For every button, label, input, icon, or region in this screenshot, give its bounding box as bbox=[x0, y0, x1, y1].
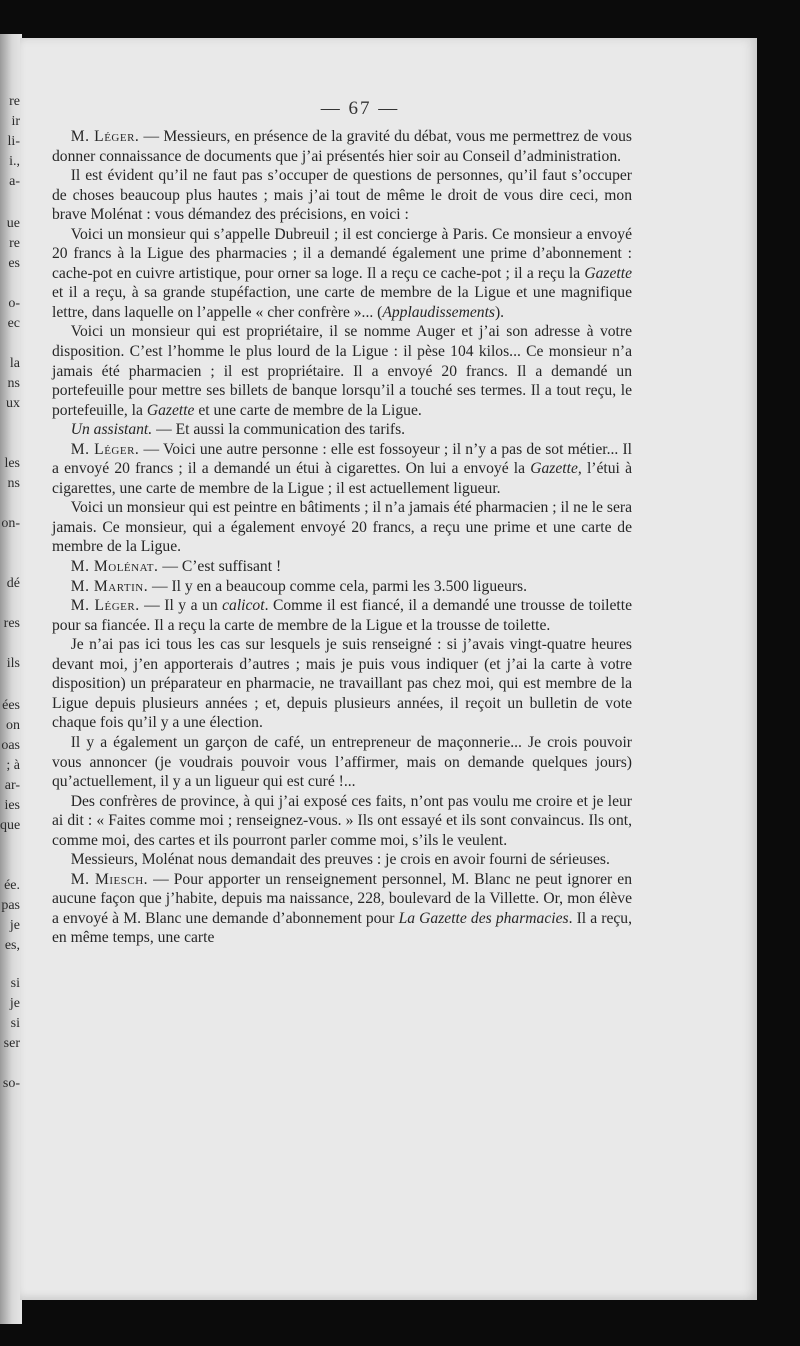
adjacent-page-fragment: li- bbox=[7, 134, 20, 149]
text-segment: ). bbox=[494, 303, 505, 321]
adjacent-page-fragment: la bbox=[9, 356, 20, 371]
text-segment: — C’est suffisant ! bbox=[158, 558, 282, 576]
adjacent-page-fragment: ar- bbox=[4, 778, 20, 793]
text-segment: — Messieurs, en présence de la gravité du débat, vous me permettrez de vous donner connaissance de documents que j’ai présentés hier soir au Conseil d’administration. bbox=[52, 128, 632, 165]
adjacent-page-fragment: i., bbox=[9, 154, 20, 169]
adjacent-page-fragment: ir bbox=[11, 114, 20, 129]
text-segment: Je n’ai pas ici tous les cas sur lesquels je suis renseigné : si j’avais vingt-quatre heures devant moi, j’en apporterais d’autres ; mais je puis vous indiquer (et j’ai la carte à votre disposition) un préparateur en pharmacie, ne travaillant pas chez moi, qui est membre de la Ligue depuis plusieurs années ; et, depuis plusieurs années, il reçoit un bulletin de vote chaque fois qu’il y a une élection. bbox=[52, 636, 632, 732]
adjacent-page-fragment: ; à bbox=[6, 758, 20, 773]
italic-text: Gazette bbox=[584, 264, 632, 282]
adjacent-page-fragment: pas bbox=[1, 898, 20, 913]
italic-text: Gazette bbox=[530, 460, 578, 478]
text-segment: — Voici une autre personne : elle est fossoyeur ; il n’y a pas de sot métier... Il a envoyé 20 francs ; il a demandé un étui à cigarettes. On lui a envoyé la bbox=[52, 440, 633, 478]
paragraph bbox=[52, 635, 632, 733]
adjacent-page-fragment: je bbox=[9, 996, 20, 1011]
text-segment: Il est évident qu’il ne faut pas s’occuper de questions de personnes, qu’il faut s’occuper de choses beaucoup plus hautes ; mais j’ai tout de même le droit de vous dire ceci, mon brave Molénat : vous démandez des précisions, en voici : bbox=[52, 167, 632, 224]
text-segment: et il a reçu, à sa grande stupéfaction, une carte de membre de la Ligue et une magnifique lettre, dans laquelle on l’appelle « cher confrère »... ( bbox=[52, 284, 632, 321]
adjacent-page-fragment: re bbox=[9, 236, 20, 251]
adjacent-page-fragment: ec bbox=[7, 316, 20, 331]
text-segment: . Il a reçu, en même temps, une carte bbox=[52, 909, 632, 947]
adjacent-page-fragment: ux bbox=[6, 396, 20, 411]
paragraph bbox=[52, 440, 632, 499]
text-segment: Voici un monsieur qui est peintre en bâtiments ; il n’a jamais été pharmacien ; il ne le sera jamais. Ce monsieur, qui a également envoyé 20 francs, a reçu une prime et une carte de membre de la Ligue. bbox=[52, 499, 632, 556]
text-segment: — Il y en a beaucoup comme cela, parmi les 3.500 ligueurs. bbox=[148, 577, 527, 595]
text-segment: , l’étui à cigarettes, une carte de membre de la Ligue ; il est actuellement ligueur. bbox=[52, 460, 632, 497]
page-number: — 67 — bbox=[320, 98, 400, 119]
paragraph bbox=[52, 596, 632, 635]
adjacent-page-fragment: so- bbox=[2, 1076, 20, 1091]
adjacent-page-fragment: ées bbox=[2, 698, 20, 713]
adjacent-page-edge bbox=[0, 34, 22, 1324]
italic-text: Gazette bbox=[146, 401, 195, 419]
text-segment: — Pour apporter un renseignement personnel, M. Blanc ne peut ignorer en aucune façon que j’habite, depuis ma naissance, 228, boulevard de la Villette. Or, mon élève a envoyé à M. Blanc une demande d’abonnement pour bbox=[52, 870, 633, 927]
adjacent-page-fragment: es, bbox=[4, 938, 20, 953]
text-segment: Messieurs, Molénat nous demandait des preuves : je crois en avoir fourni de sérieuses. bbox=[70, 851, 610, 869]
adjacent-page-fragment: que bbox=[0, 818, 21, 833]
paragraph bbox=[52, 225, 632, 323]
adjacent-page-fragment: ée. bbox=[4, 878, 20, 893]
paragraph bbox=[52, 792, 632, 851]
paragraph bbox=[52, 498, 632, 557]
adjacent-page-fragment: si bbox=[10, 976, 20, 991]
speaker-name: M. Léger. bbox=[70, 440, 140, 458]
adjacent-page-fragment: on- bbox=[1, 516, 20, 531]
adjacent-page-fragment: ser bbox=[3, 1036, 20, 1051]
italic-text: Un assistant. bbox=[70, 421, 153, 439]
italic-text: calicot bbox=[222, 597, 265, 615]
adjacent-page-fragment: ies bbox=[4, 798, 20, 813]
adjacent-page-fragment: o- bbox=[8, 296, 20, 311]
adjacent-page-fragment: on bbox=[6, 718, 20, 733]
text-segment: Il y a également un garçon de café, un entrepreneur de maçonnerie... Je crois pouvoir vous annoncer (je voudrais pouvoir vous l’affirmer, mais on demande quelques jours) qu’actuellement, il y a un ligueur qui est curé !... bbox=[52, 733, 632, 791]
italic-text: La Gazette des pharmacies bbox=[398, 909, 569, 927]
paragraph bbox=[52, 850, 632, 870]
paragraph bbox=[52, 127, 632, 166]
adjacent-page-fragment: a- bbox=[9, 174, 20, 189]
paragraph bbox=[52, 733, 632, 792]
text-segment: Voici un monsieur qui s’appelle Dubreuil ; il est concierge à Paris. Ce monsieur a envoyé 20 francs à la Ligue des pharmacies ; il a demandé également une prime d’abonnement : cache-pot en cuivre artistique, pour orner sa loge. Il a reçu ce cache-pot ; il a reçu la bbox=[52, 225, 632, 282]
adjacent-page-fragment: dé bbox=[6, 576, 20, 591]
speaker-name: M. Miesch. bbox=[70, 870, 149, 888]
italic-text: Applaudissements bbox=[382, 303, 495, 321]
paragraph bbox=[52, 870, 632, 948]
text-segment: — Il y a un bbox=[139, 597, 223, 615]
adjacent-page-fragment: oas bbox=[1, 738, 20, 753]
adjacent-page-fragment: les bbox=[4, 456, 20, 471]
body-text bbox=[52, 127, 632, 948]
speaker-name: M. Molénat. bbox=[70, 558, 159, 576]
adjacent-page-fragment: res bbox=[3, 616, 20, 631]
adjacent-page-fragment: si bbox=[10, 1016, 20, 1031]
adjacent-page-fragment: je bbox=[9, 918, 20, 933]
text-segment: . Comme il est fiancé, il a demandé une trousse de toilette pour sa fiancée. Il a reçu la carte de membre de la Ligue et la trousse de toilette. bbox=[52, 597, 632, 634]
text-segment: Voici un monsieur qui est propriétaire, il se nomme Auger et j’ai son adresse à votre disposition. C’est l’homme le plus lourd de la Ligue : il pèse 104 kilos... Ce monsieur n’a jamais été pharmacien ; il est propriétaire. Il a envoyé 20 francs. Il a demandé un portefeuille pour mettre ses billets de banque lorsqu’il a touché ses termes. Il a tout reçu, le portefeuille, la bbox=[52, 323, 632, 419]
book-page bbox=[20, 38, 757, 1300]
adjacent-page-fragment: ils bbox=[6, 656, 20, 671]
paragraph bbox=[52, 420, 632, 440]
paragraph bbox=[52, 557, 632, 577]
paragraph bbox=[52, 166, 632, 225]
adjacent-page-fragment: ue bbox=[6, 216, 20, 231]
text-segment: et une carte de membre de la Ligue. bbox=[194, 401, 422, 419]
speaker-name: M. Léger. bbox=[70, 597, 140, 615]
text-segment: Des confrères de province, à qui j’ai exposé ces faits, n’ont pas voulu me croire et je leur ai dit : « Faites comme moi ; renseignez-vous. » Ils ont essayé et ils sont convaincus. Ils ont, comme moi, des cartes et ils pourront parler comme moi, s’ils le veulent. bbox=[52, 792, 632, 849]
adjacent-page-fragment: es bbox=[8, 256, 20, 271]
speaker-name: M. Léger. bbox=[70, 128, 140, 145]
adjacent-page-fragment: ns bbox=[7, 476, 20, 491]
paragraph bbox=[52, 322, 632, 420]
adjacent-page-fragment: re bbox=[9, 94, 20, 109]
text-segment: — Et aussi la communication des tarifs. bbox=[152, 421, 406, 439]
adjacent-page-fragment: ns bbox=[7, 376, 20, 391]
speaker-name: M. Martin. bbox=[70, 577, 149, 595]
paragraph bbox=[52, 577, 632, 597]
